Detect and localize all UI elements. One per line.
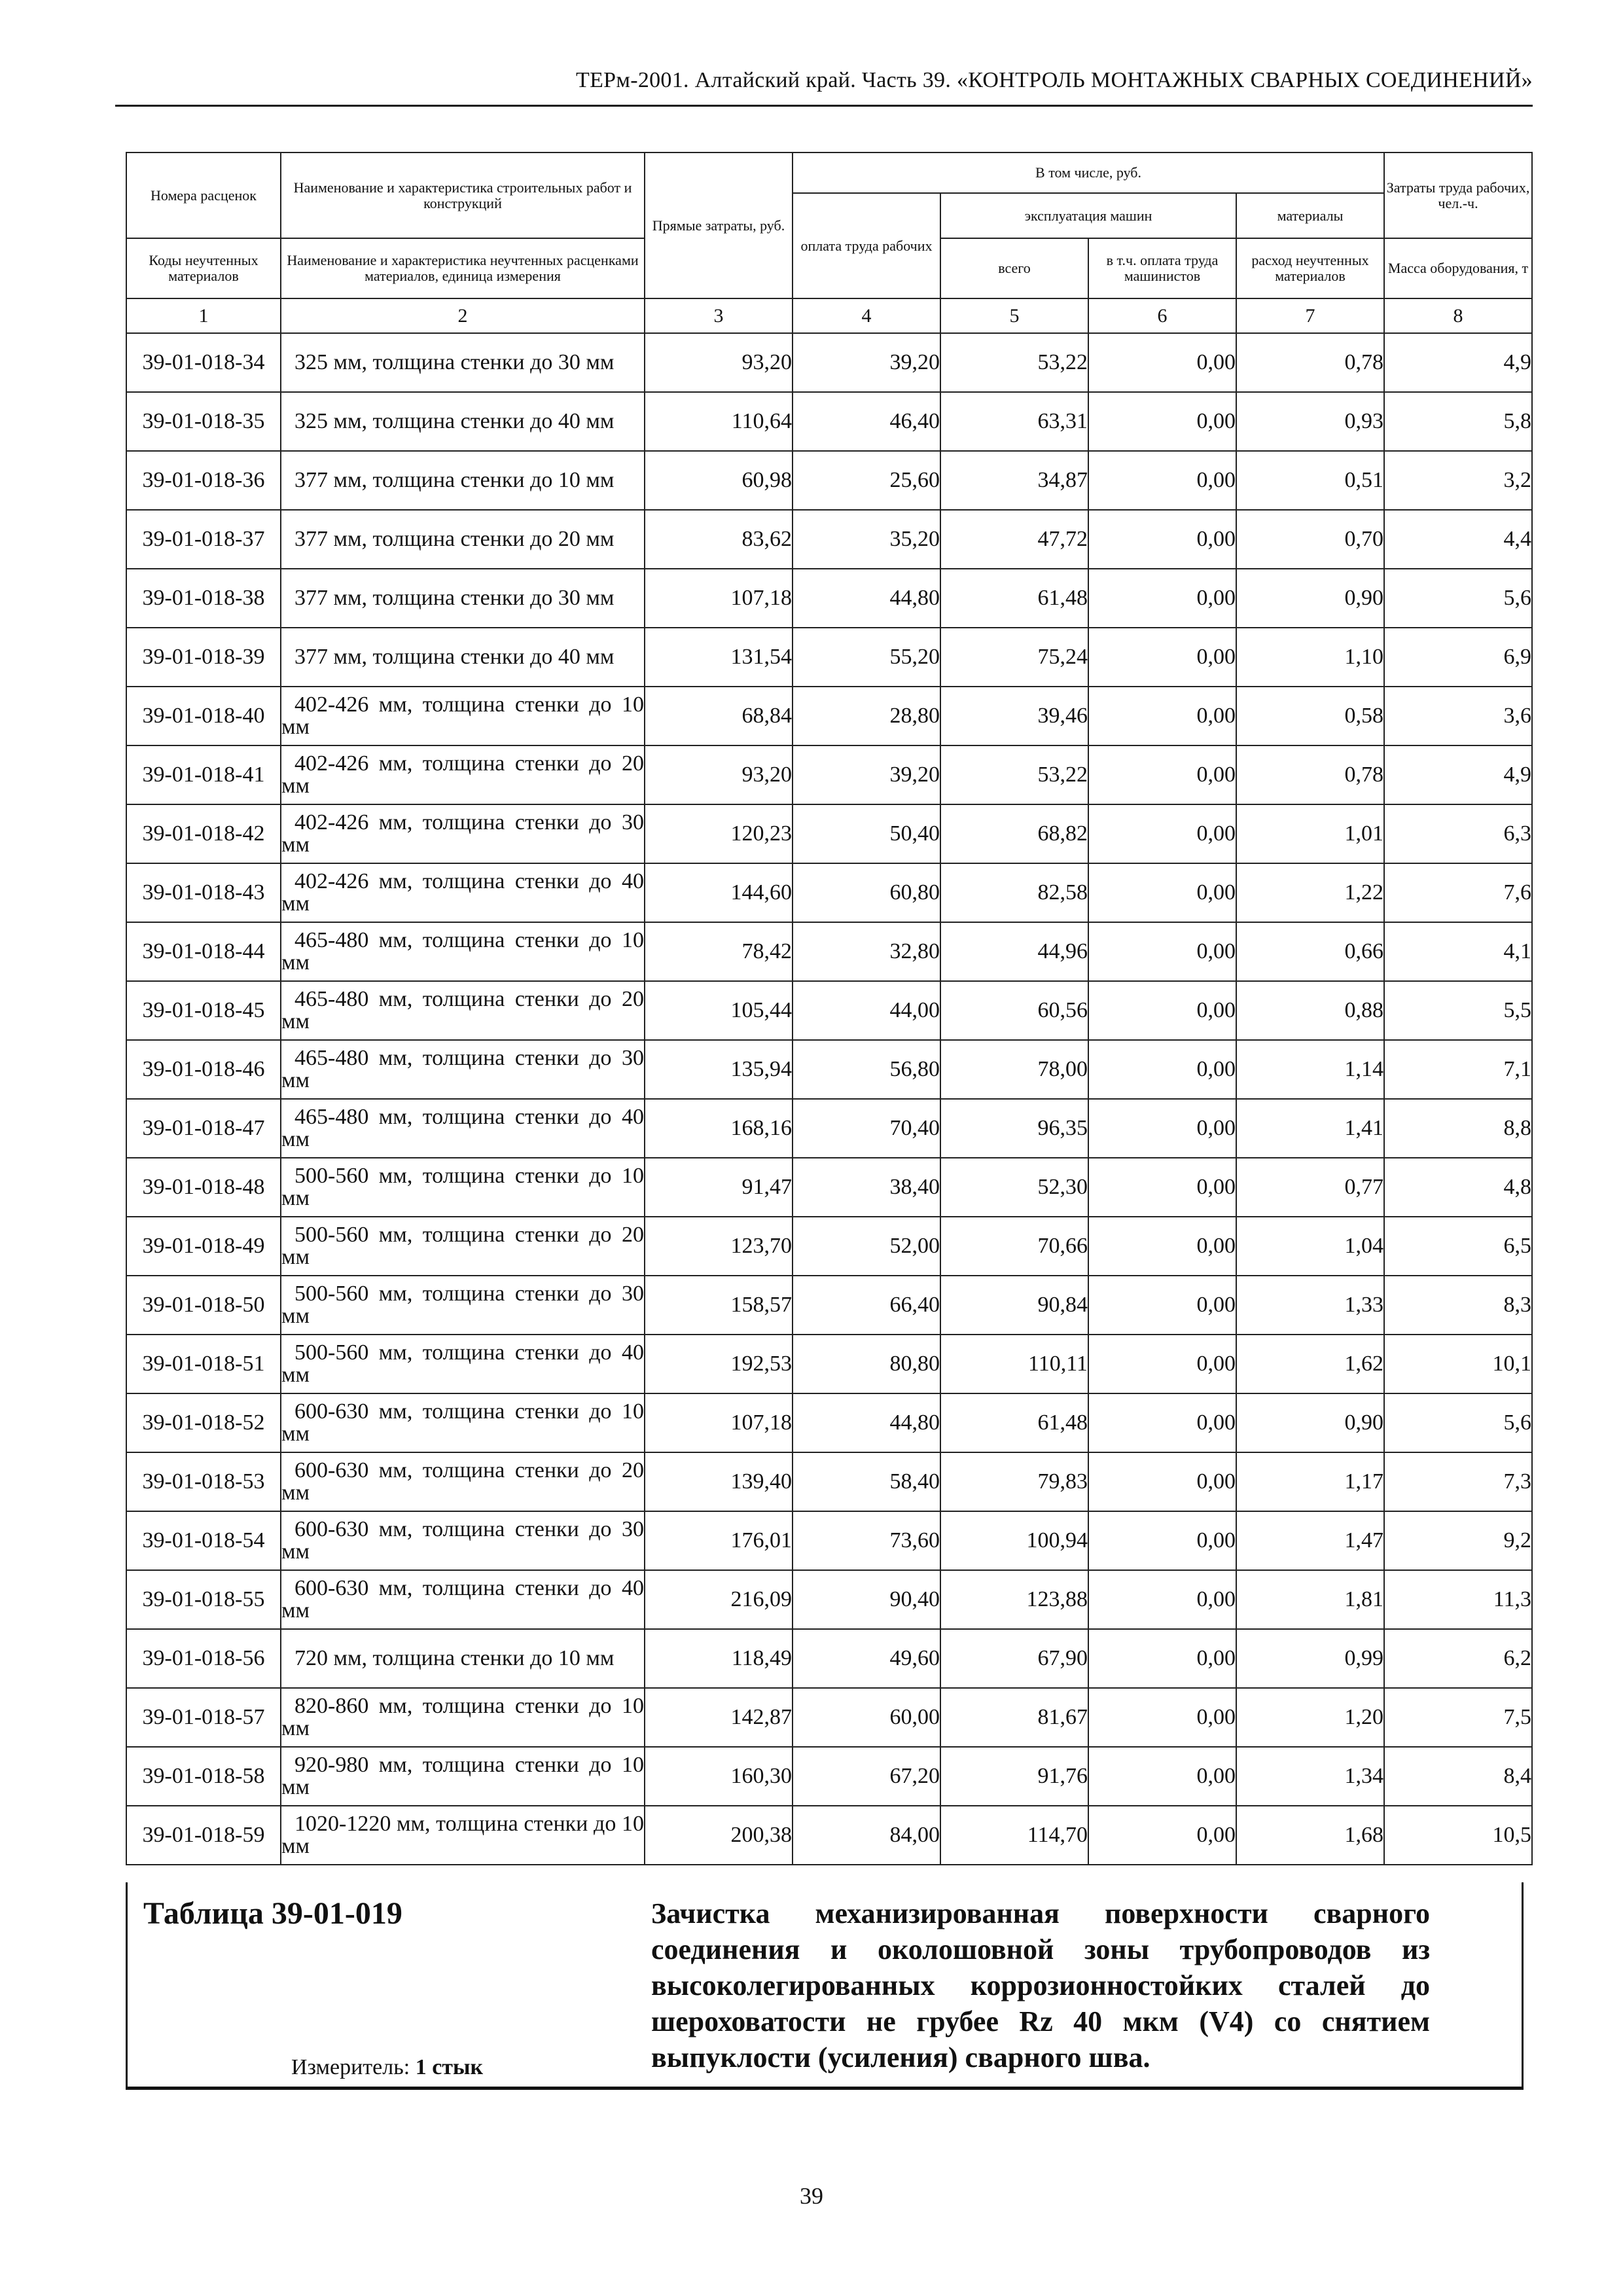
materials-cost: 1,33 (1236, 1276, 1384, 1335)
operator-pay: 0,00 (1088, 1452, 1236, 1511)
column-number: 6 (1088, 298, 1236, 333)
work-description: 377 мм, толщина стенки до 20 мм (281, 510, 645, 569)
worker-pay: 49,60 (793, 1629, 940, 1688)
machine-operation-total: 78,00 (940, 1040, 1088, 1099)
header-equipment-mass: Масса оборудования, т (1384, 238, 1532, 298)
labor-hours: 10,5 (1384, 1806, 1532, 1865)
machine-operation-total: 67,90 (940, 1629, 1088, 1688)
direct-costs: 192,53 (645, 1335, 793, 1393)
work-description: 500-560 мм, толщина стенки до 20 мм (281, 1217, 645, 1276)
table-title: Таблица 39-01-019 (143, 1896, 402, 1931)
worker-pay: 46,40 (793, 392, 940, 451)
operator-pay: 0,00 (1088, 510, 1236, 569)
operator-pay: 0,00 (1088, 569, 1236, 628)
work-description: 600-630 мм, толщина стенки до 20 мм (281, 1452, 645, 1511)
rate-code: 39-01-018-34 (126, 333, 281, 392)
materials-cost: 1,14 (1236, 1040, 1384, 1099)
labor-hours: 10,1 (1384, 1335, 1532, 1393)
operator-pay: 0,00 (1088, 1393, 1236, 1452)
rate-code: 39-01-018-48 (126, 1158, 281, 1217)
header-labor-costs: Затраты труда рабочих, чел.-ч. (1384, 152, 1532, 238)
materials-cost: 0,78 (1236, 333, 1384, 392)
table-row (126, 1040, 1532, 1099)
labor-hours: 4,9 (1384, 745, 1532, 804)
direct-costs: 118,49 (645, 1629, 793, 1688)
labor-hours: 8,4 (1384, 1747, 1532, 1806)
direct-costs: 139,40 (645, 1452, 793, 1511)
machine-operation-total: 79,83 (940, 1452, 1088, 1511)
work-description: 500-560 мм, толщина стенки до 30 мм (281, 1276, 645, 1335)
labor-hours: 7,1 (1384, 1040, 1532, 1099)
next-table-block (126, 1882, 1524, 2090)
worker-pay: 39,20 (793, 333, 940, 392)
measure-unit (291, 2055, 483, 2080)
table-caption: Зачистка механизированная поверхности сварного соединения и околошовной зоны трубопроводов из высоколегированных коррозионностойких сталей до шероховатости не грубее Rz 40 мкм (V4) со снятием выпуклости (усиления) сварного шва. (651, 1897, 1430, 2073)
worker-pay: 60,00 (793, 1688, 940, 1747)
rate-code: 39-01-018-39 (126, 628, 281, 687)
running-header: ТЕРм-2001. Алтайский край. Часть 39. «КОНТРОЛЬ МОНТАЖНЫХ СВАРНЫХ СОЕДИНЕНИЙ» (576, 68, 1533, 92)
machine-operation-total: 100,94 (940, 1511, 1088, 1570)
direct-costs: 158,57 (645, 1276, 793, 1335)
measure-label: Измеритель: (291, 2055, 410, 2079)
operator-pay: 0,00 (1088, 1276, 1236, 1335)
column-number: 1 (126, 298, 281, 333)
direct-costs: 93,20 (645, 333, 793, 392)
work-description: 465-480 мм, толщина стенки до 20 мм (281, 981, 645, 1040)
table-row (126, 1629, 1532, 1688)
operator-pay: 0,00 (1088, 1335, 1236, 1393)
work-description: 600-630 мм, толщина стенки до 40 мм (281, 1570, 645, 1629)
operator-pay: 0,00 (1088, 628, 1236, 687)
worker-pay: 58,40 (793, 1452, 940, 1511)
table-row (126, 863, 1532, 922)
operator-pay: 0,00 (1088, 1806, 1236, 1865)
rate-code: 39-01-018-45 (126, 981, 281, 1040)
operator-pay: 0,00 (1088, 1099, 1236, 1158)
header-rate-numbers: Номера расценок (126, 152, 281, 238)
materials-cost: 0,78 (1236, 745, 1384, 804)
operator-pay: 0,00 (1088, 333, 1236, 392)
work-description: 600-630 мм, толщина стенки до 10 мм (281, 1393, 645, 1452)
work-description: 325 мм, толщина стенки до 40 мм (281, 392, 645, 451)
labor-hours: 5,8 (1384, 392, 1532, 451)
machine-operation-total: 39,46 (940, 687, 1088, 745)
machine-operation-total: 114,70 (940, 1806, 1088, 1865)
operator-pay: 0,00 (1088, 863, 1236, 922)
rate-code: 39-01-018-57 (126, 1688, 281, 1747)
header-materials: материалы (1236, 193, 1384, 238)
work-description: 500-560 мм, толщина стенки до 40 мм (281, 1335, 645, 1393)
operator-pay: 0,00 (1088, 922, 1236, 981)
worker-pay: 70,40 (793, 1099, 940, 1158)
materials-cost: 0,93 (1236, 392, 1384, 451)
table-row (126, 922, 1532, 981)
worker-pay: 25,60 (793, 451, 940, 510)
operator-pay: 0,00 (1088, 745, 1236, 804)
worker-pay: 52,00 (793, 1217, 940, 1276)
rate-code: 39-01-018-40 (126, 687, 281, 745)
direct-costs: 120,23 (645, 804, 793, 863)
worker-pay: 44,00 (793, 981, 940, 1040)
table-row (126, 1747, 1532, 1806)
work-description: 402-426 мм, толщина стенки до 20 мм (281, 745, 645, 804)
machine-operation-total: 81,67 (940, 1688, 1088, 1747)
worker-pay: 50,40 (793, 804, 940, 863)
materials-cost: 1,62 (1236, 1335, 1384, 1393)
worker-pay: 56,80 (793, 1040, 940, 1099)
direct-costs: 105,44 (645, 981, 793, 1040)
worker-pay: 44,80 (793, 569, 940, 628)
labor-hours: 3,6 (1384, 687, 1532, 745)
labor-hours: 5,6 (1384, 1393, 1532, 1452)
labor-hours: 7,3 (1384, 1452, 1532, 1511)
direct-costs: 83,62 (645, 510, 793, 569)
header-total: всего (940, 238, 1088, 298)
worker-pay: 80,80 (793, 1335, 940, 1393)
column-number: 7 (1236, 298, 1384, 333)
direct-costs: 135,94 (645, 1040, 793, 1099)
rates-table (126, 152, 1533, 1865)
work-description: 465-480 мм, толщина стенки до 30 мм (281, 1040, 645, 1099)
rate-code: 39-01-018-38 (126, 569, 281, 628)
materials-cost: 0,66 (1236, 922, 1384, 981)
direct-costs: 60,98 (645, 451, 793, 510)
table-row (126, 1276, 1532, 1335)
materials-cost: 1,41 (1236, 1099, 1384, 1158)
worker-pay: 73,60 (793, 1511, 940, 1570)
worker-pay: 60,80 (793, 863, 940, 922)
worker-pay: 55,20 (793, 628, 940, 687)
table-row (126, 333, 1532, 392)
table-row (126, 1452, 1532, 1511)
materials-cost: 0,88 (1236, 981, 1384, 1040)
machine-operation-total: 61,48 (940, 1393, 1088, 1452)
table-row (126, 569, 1532, 628)
operator-pay: 0,00 (1088, 451, 1236, 510)
worker-pay: 28,80 (793, 687, 940, 745)
machine-operation-total: 52,30 (940, 1158, 1088, 1217)
materials-cost: 1,81 (1236, 1570, 1384, 1629)
direct-costs: 91,47 (645, 1158, 793, 1217)
machine-operation-total: 60,56 (940, 981, 1088, 1040)
labor-hours: 5,6 (1384, 569, 1532, 628)
direct-costs: 107,18 (645, 569, 793, 628)
direct-costs: 160,30 (645, 1747, 793, 1806)
rate-code: 39-01-018-52 (126, 1393, 281, 1452)
table-row (126, 1688, 1532, 1747)
machine-operation-total: 34,87 (940, 451, 1088, 510)
labor-hours: 8,8 (1384, 1099, 1532, 1158)
worker-pay: 38,40 (793, 1158, 940, 1217)
table-row (126, 1570, 1532, 1629)
worker-pay: 90,40 (793, 1570, 940, 1629)
rate-code: 39-01-018-37 (126, 510, 281, 569)
materials-cost: 0,90 (1236, 1393, 1384, 1452)
machine-operation-total: 70,66 (940, 1217, 1088, 1276)
labor-hours: 5,5 (1384, 981, 1532, 1040)
machine-operation-total: 110,11 (940, 1335, 1088, 1393)
operator-pay: 0,00 (1088, 1040, 1236, 1099)
operator-pay: 0,00 (1088, 1511, 1236, 1570)
header-material-names: Наименование и характеристика неучтенных расценками материалов, единица измерения (281, 238, 645, 298)
header-including: В том числе, руб. (793, 152, 1384, 193)
direct-costs: 168,16 (645, 1099, 793, 1158)
table-row (126, 981, 1532, 1040)
direct-costs: 216,09 (645, 1570, 793, 1629)
table-row (126, 392, 1532, 451)
labor-hours: 9,2 (1384, 1511, 1532, 1570)
work-description: 402-426 мм, толщина стенки до 30 мм (281, 804, 645, 863)
direct-costs: 78,42 (645, 922, 793, 981)
direct-costs: 200,38 (645, 1806, 793, 1865)
direct-costs: 131,54 (645, 628, 793, 687)
table-row (126, 510, 1532, 569)
work-description: 402-426 мм, толщина стенки до 10 мм (281, 687, 645, 745)
table-row (126, 451, 1532, 510)
header-worker-pay: оплата труда рабочих (793, 193, 940, 298)
rate-code: 39-01-018-44 (126, 922, 281, 981)
work-description: 920-980 мм, толщина стенки до 10 мм (281, 1747, 645, 1806)
labor-hours: 7,6 (1384, 863, 1532, 922)
operator-pay: 0,00 (1088, 1747, 1236, 1806)
materials-cost: 1,47 (1236, 1511, 1384, 1570)
rate-code: 39-01-018-42 (126, 804, 281, 863)
worker-pay: 39,20 (793, 745, 940, 804)
rate-code: 39-01-018-54 (126, 1511, 281, 1570)
labor-hours: 6,3 (1384, 804, 1532, 863)
worker-pay: 44,80 (793, 1393, 940, 1452)
table-row (126, 628, 1532, 687)
column-number: 3 (645, 298, 793, 333)
labor-hours: 4,1 (1384, 922, 1532, 981)
operator-pay: 0,00 (1088, 687, 1236, 745)
materials-cost: 0,51 (1236, 451, 1384, 510)
operator-pay: 0,00 (1088, 1217, 1236, 1276)
worker-pay: 67,20 (793, 1747, 940, 1806)
work-description: 377 мм, толщина стенки до 30 мм (281, 569, 645, 628)
machine-operation-total: 53,22 (940, 333, 1088, 392)
rate-code: 39-01-018-47 (126, 1099, 281, 1158)
header-machine-operation: эксплуатация машин (940, 193, 1236, 238)
machine-operation-total: 82,58 (940, 863, 1088, 922)
rate-code: 39-01-018-50 (126, 1276, 281, 1335)
work-description: 500-560 мм, толщина стенки до 10 мм (281, 1158, 645, 1217)
column-number: 8 (1384, 298, 1532, 333)
materials-cost: 0,99 (1236, 1629, 1384, 1688)
page-number: 39 (800, 2183, 823, 2209)
work-description: 720 мм, толщина стенки до 10 мм (281, 1629, 645, 1688)
labor-hours: 11,3 (1384, 1570, 1532, 1629)
machine-operation-total: 53,22 (940, 745, 1088, 804)
rate-code: 39-01-018-41 (126, 745, 281, 804)
worker-pay: 84,00 (793, 1806, 940, 1865)
machine-operation-total: 90,84 (940, 1276, 1088, 1335)
work-description: 1020-1220 мм, толщина стенки до 10 мм (281, 1806, 645, 1865)
labor-hours: 7,5 (1384, 1688, 1532, 1747)
labor-hours: 4,9 (1384, 333, 1532, 392)
column-number: 4 (793, 298, 940, 333)
table-row (126, 687, 1532, 745)
rate-code: 39-01-018-49 (126, 1217, 281, 1276)
labor-hours: 4,4 (1384, 510, 1532, 569)
direct-costs: 144,60 (645, 863, 793, 922)
materials-cost: 1,22 (1236, 863, 1384, 922)
direct-costs: 142,87 (645, 1688, 793, 1747)
operator-pay: 0,00 (1088, 1688, 1236, 1747)
machine-operation-total: 44,96 (940, 922, 1088, 981)
rate-code: 39-01-018-56 (126, 1629, 281, 1688)
table-row (126, 804, 1532, 863)
materials-cost: 0,70 (1236, 510, 1384, 569)
table-row (126, 1335, 1532, 1393)
rate-code: 39-01-018-55 (126, 1570, 281, 1629)
header-unaccounted-materials: расход неучтенных материалов (1236, 238, 1384, 298)
header-rule (115, 105, 1533, 107)
work-description: 377 мм, толщина стенки до 10 мм (281, 451, 645, 510)
materials-cost: 1,17 (1236, 1452, 1384, 1511)
machine-operation-total: 63,31 (940, 392, 1088, 451)
materials-cost: 0,77 (1236, 1158, 1384, 1217)
labor-hours: 6,5 (1384, 1217, 1532, 1276)
work-description: 377 мм, толщина стенки до 40 мм (281, 628, 645, 687)
labor-hours: 4,8 (1384, 1158, 1532, 1217)
column-number: 2 (281, 298, 645, 333)
operator-pay: 0,00 (1088, 804, 1236, 863)
rate-code: 39-01-018-53 (126, 1452, 281, 1511)
direct-costs: 93,20 (645, 745, 793, 804)
materials-cost: 0,90 (1236, 569, 1384, 628)
table-row (126, 1393, 1532, 1452)
header-material-codes: Коды неучтенных материалов (126, 238, 281, 298)
direct-costs: 107,18 (645, 1393, 793, 1452)
rate-code: 39-01-018-35 (126, 392, 281, 451)
work-description: 600-630 мм, толщина стенки до 30 мм (281, 1511, 645, 1570)
header-direct-costs: Прямые затраты, руб. (645, 152, 793, 298)
labor-hours: 3,2 (1384, 451, 1532, 510)
rate-code: 39-01-018-36 (126, 451, 281, 510)
rate-code: 39-01-018-43 (126, 863, 281, 922)
operator-pay: 0,00 (1088, 1570, 1236, 1629)
table-row (126, 1158, 1532, 1217)
materials-cost: 1,34 (1236, 1747, 1384, 1806)
machine-operation-total: 96,35 (940, 1099, 1088, 1158)
operator-pay: 0,00 (1088, 1629, 1236, 1688)
operator-pay: 0,00 (1088, 392, 1236, 451)
header-incl-operator-pay: в т.ч. оплата труда машинистов (1088, 238, 1236, 298)
materials-cost: 0,58 (1236, 687, 1384, 745)
table-row (126, 1511, 1532, 1570)
measure-value: 1 стык (415, 2055, 484, 2079)
table-row (126, 1099, 1532, 1158)
table-row (126, 1217, 1532, 1276)
rate-code: 39-01-018-58 (126, 1747, 281, 1806)
work-description: 465-480 мм, толщина стенки до 40 мм (281, 1099, 645, 1158)
materials-cost: 1,10 (1236, 628, 1384, 687)
direct-costs: 176,01 (645, 1511, 793, 1570)
work-description: 820-860 мм, толщина стенки до 10 мм (281, 1688, 645, 1747)
materials-cost: 1,04 (1236, 1217, 1384, 1276)
machine-operation-total: 91,76 (940, 1747, 1088, 1806)
column-number: 5 (940, 298, 1088, 333)
machine-operation-total: 68,82 (940, 804, 1088, 863)
table-body (126, 333, 1532, 1865)
operator-pay: 0,00 (1088, 1158, 1236, 1217)
direct-costs: 110,64 (645, 392, 793, 451)
worker-pay: 32,80 (793, 922, 940, 981)
materials-cost: 1,20 (1236, 1688, 1384, 1747)
machine-operation-total: 61,48 (940, 569, 1088, 628)
operator-pay: 0,00 (1088, 981, 1236, 1040)
table-row (126, 1806, 1532, 1865)
direct-costs: 68,84 (645, 687, 793, 745)
labor-hours: 8,3 (1384, 1276, 1532, 1335)
direct-costs: 123,70 (645, 1217, 793, 1276)
rate-code: 39-01-018-46 (126, 1040, 281, 1099)
work-description: 402-426 мм, толщина стенки до 40 мм (281, 863, 645, 922)
machine-operation-total: 47,72 (940, 510, 1088, 569)
work-description: 325 мм, толщина стенки до 30 мм (281, 333, 645, 392)
work-description: 465-480 мм, толщина стенки до 10 мм (281, 922, 645, 981)
machine-operation-total: 123,88 (940, 1570, 1088, 1629)
machine-operation-total: 75,24 (940, 628, 1088, 687)
materials-cost: 1,68 (1236, 1806, 1384, 1865)
labor-hours: 6,2 (1384, 1629, 1532, 1688)
header-work-name: Наименование и характеристика строительных работ и конструкций (281, 152, 645, 238)
materials-cost: 1,01 (1236, 804, 1384, 863)
rate-code: 39-01-018-59 (126, 1806, 281, 1865)
labor-hours: 6,9 (1384, 628, 1532, 687)
rate-code: 39-01-018-51 (126, 1335, 281, 1393)
table-row (126, 745, 1532, 804)
worker-pay: 66,40 (793, 1276, 940, 1335)
worker-pay: 35,20 (793, 510, 940, 569)
